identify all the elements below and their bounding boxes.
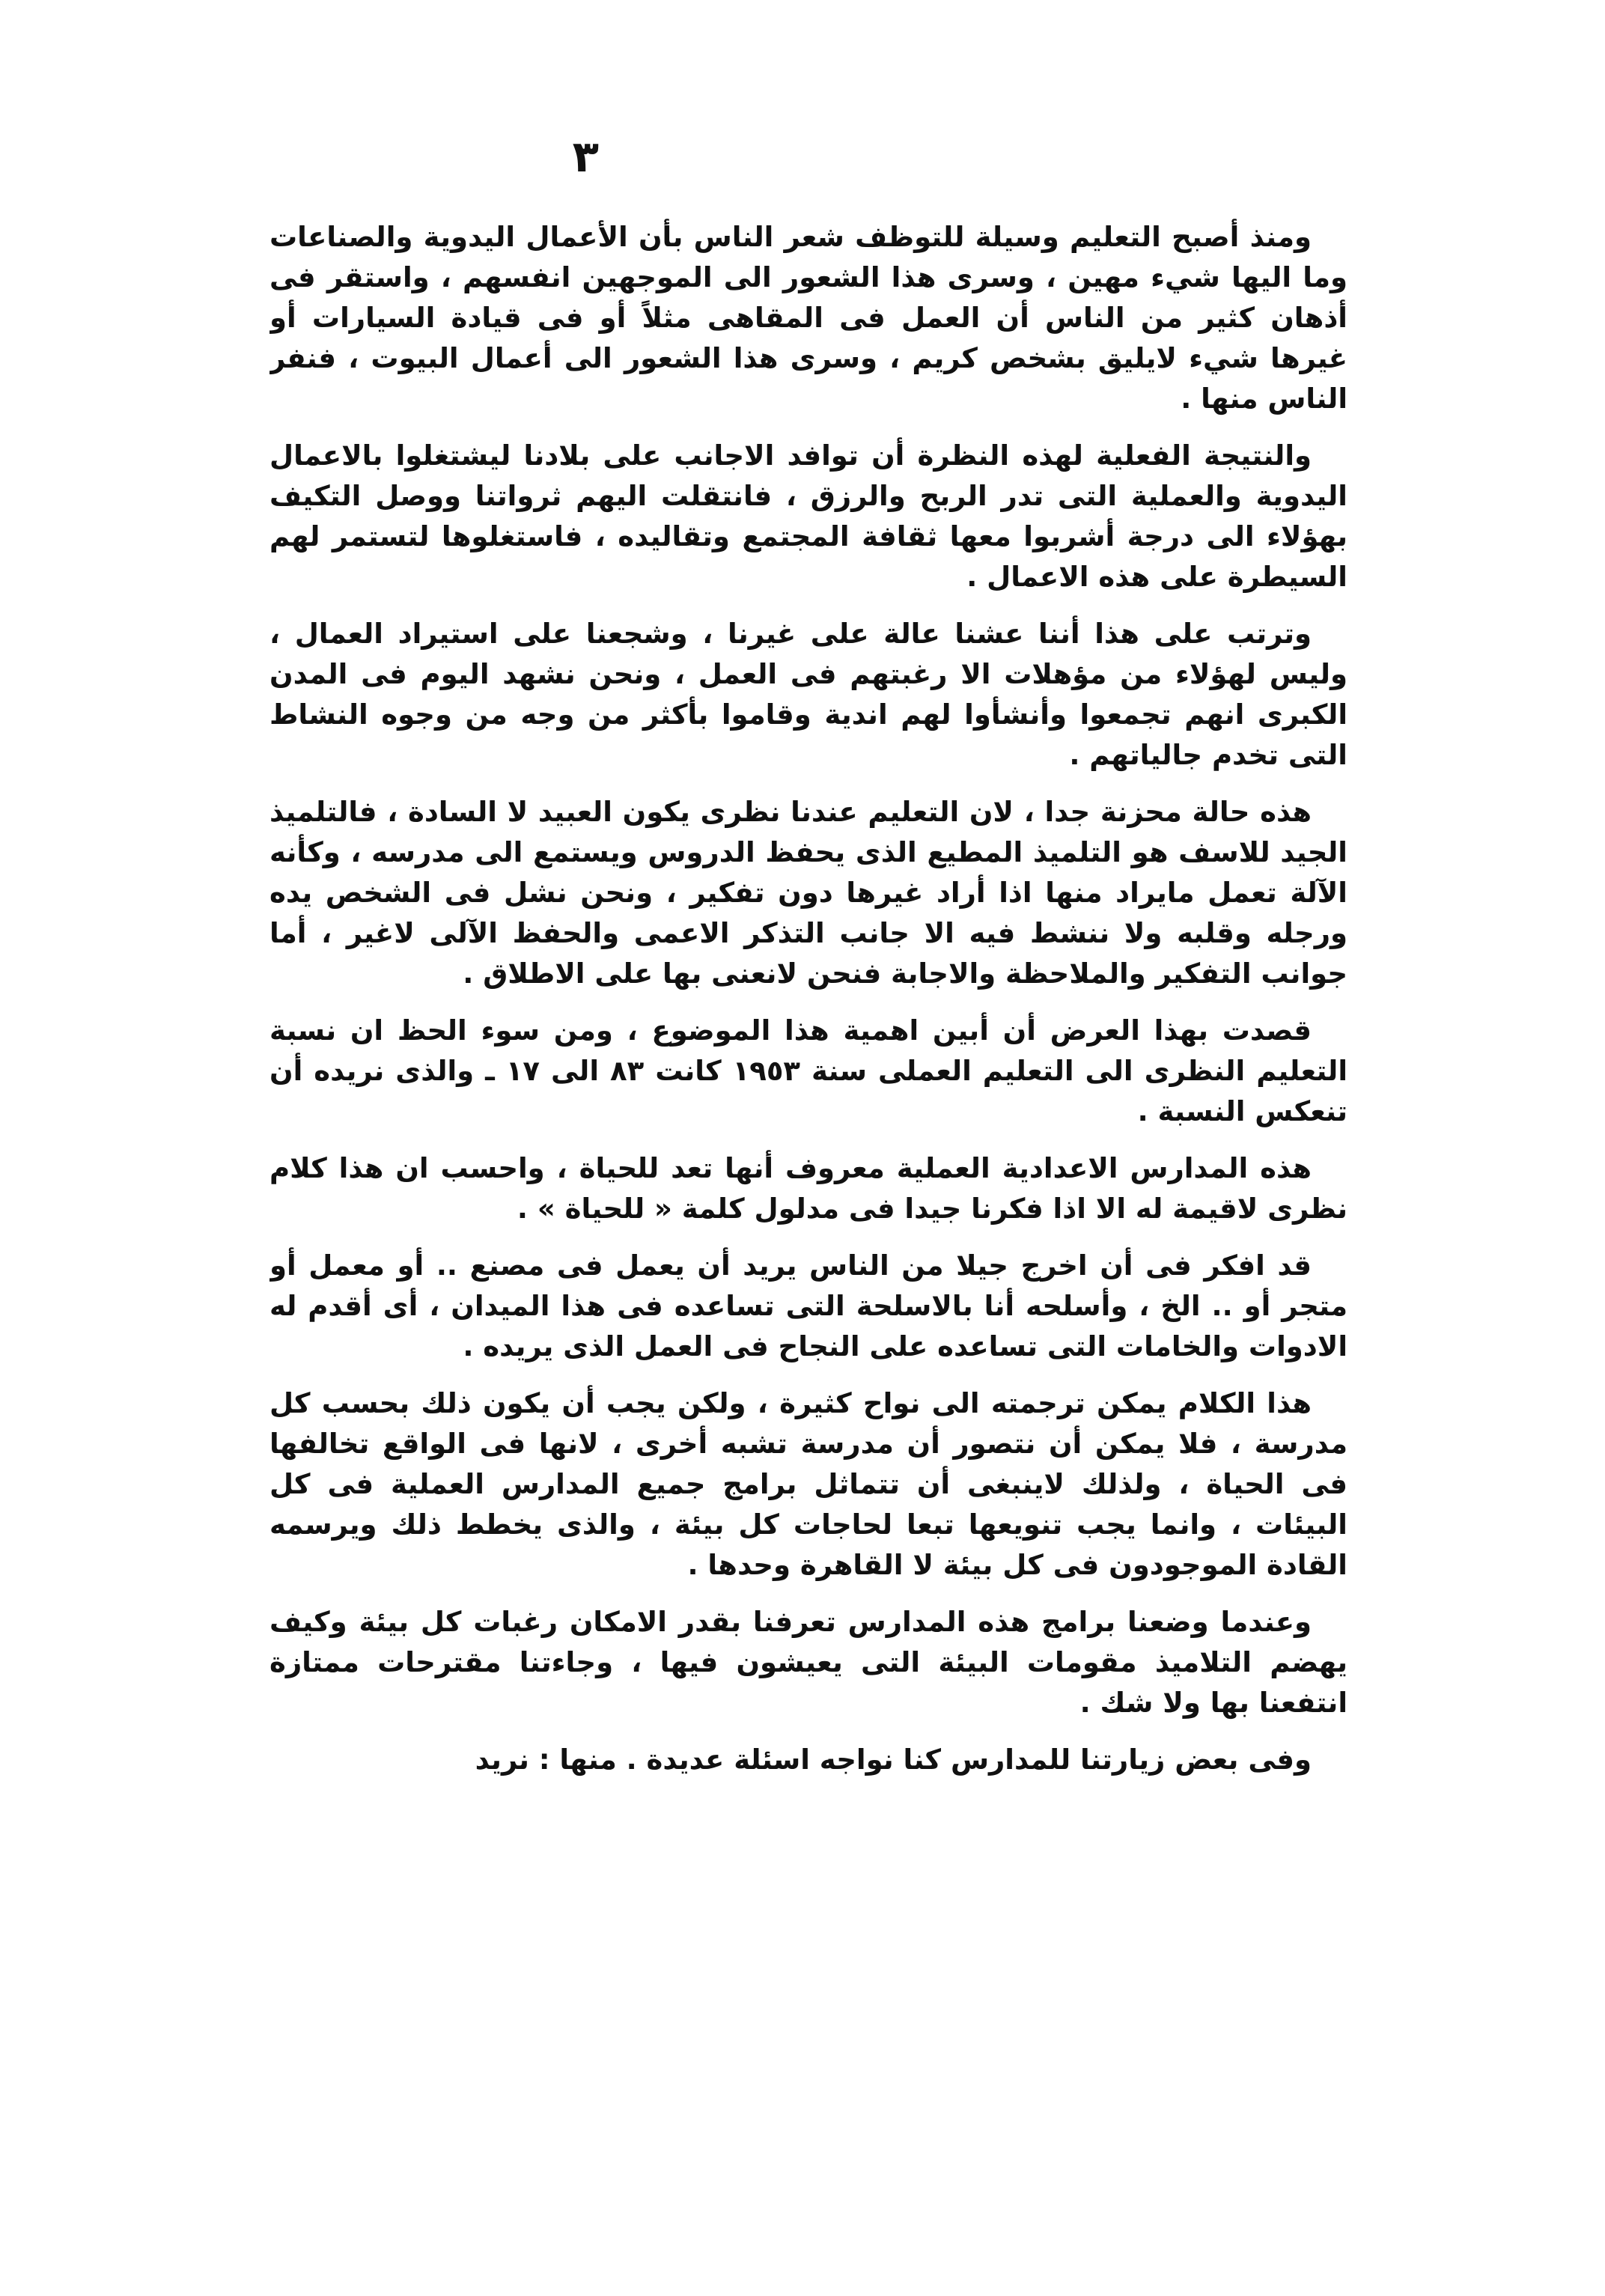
paragraph-5: قصدت بهذا العرض أن أبين اهمية هذا الموضوع ، ومن سوء الحظ ان نسبة التعليم النظرى الى التعليم العملى سنة ١٩٥٣ كانت ٨٣ الى ١٧ ـ والذى نريده أن تنعكس النسبة . <box>269 1014 1347 1127</box>
paragraph-2: والنتيجة الفعلية لهذه النظرة أن توافد الاجانب على بلادنا ليشتغلوا بالاعمال اليدوية والعملية التى تدر الربح والرزق ، فانتقلت اليهم ثرواتنا ووصل التكيف بهؤلاء الى درجة أشربوا معها ثقافة المجتمع وتقاليده ، فاستغلوها لتستمر لهم السيطرة على هذه الاعمال . <box>269 439 1347 593</box>
document-page <box>269 135 1347 2276</box>
paragraph-10-partial: وفى بعض زيارتنا للمدارس كنا نواجه اسئلة عديدة . منها : نريد <box>475 1744 1312 1776</box>
paragraph-4: هذه حالة محزنة جدا ، لان التعليم عندنا نظرى يكون العبيد لا السادة ، فالتلميذ الجيد للاسف هو التلميذ المطيع الذى يحفظ الدروس ويستمع الى مدرسه ، وكأنه الآلة تعمل مايراد منها اذا أراد غيرها دون تفكير ، ونحن نشل فى الشخص يده ورجله وقلبه ولا ننشط فيه الا جانب التذكر الاعمى والحفظ الآلى لاغير ، أما جوانب التفكير والملاحظة والاجابة فنحن لانعنى بها على الاطلاق . <box>269 796 1347 990</box>
paragraph-6: هذه المدارس الاعدادية العملية معروف أنها تعد للحياة ، واحسب ان هذا كلام نظرى لاقيمة له الا اذا فكرنا جيدا فى مدلول كلمة « للحياة » . <box>269 1152 1347 1225</box>
paragraph-9: وعندما وضعنا برامج هذه المدارس تعرفنا بقدر الامكان رغبات كل بيئة وكيف يهضم التلاميذ مقومات البيئة التى يعيشون فيها ، وجاءتنا مقترحات ممتازة انتفعنا بها ولا شك . <box>269 1606 1347 1719</box>
page-number: ٣ <box>572 135 599 182</box>
paragraph-7: قد افكر فى أن اخرج جيلا من الناس يريد أن يعمل فى مصنع .. أو معمل أو متجر أو .. الخ ، وأسلحه أنا بالاسلحة التى تساعده فى هذا الميدان ، أى أقدم له الادوات والخامات التى تساعده على النجاح فى العمل الذى يريده . <box>269 1249 1347 1362</box>
paragraph-1: ومنذ أصبح التعليم وسيلة للتوظف شعر الناس بأن الأعمال اليدوية والصناعات وما اليها شيء مهين ، وسرى هذا الشعور الى الموجهين انفسهم ، واستقر فى أذهان كثير من الناس أن العمل فى المقاهى مثلاً أو فى قيادة السيارات أو غيرها شيء لايليق بشخص كريم ، وسرى هذا الشعور الى أعمال البيوت ، فنفر الناس منها . <box>269 221 1347 415</box>
paragraph-3: وترتب على هذا أننا عشنا عالة على غيرنا ، وشجعنا على استيراد العمال ، وليس لهؤلاء من مؤهلات الا رغبتهم فى العمل ، ونحن نشهد اليوم فى المدن الكبرى انهم تجمعوا وأنشأوا لهم اندية وقاموا بأكثر من وجه من وجوه النشاط التى تخدم جالياتهم . <box>269 618 1347 771</box>
paragraph-8: هذا الكلام يمكن ترجمته الى نواح كثيرة ، ولكن يجب أن يكون ذلك بحسب كل مدرسة ، فلا يمكن أن نتصور أن مدرسة تشبه أخرى ، لانها فى الواقع تخالفها فى الحياة ، ولذلك لاينبغى أن تتماثل برامج جميع المدارس العملية فى كل البيئات ، وانما يجب تنويعها تبعا لحاجات كل بيئة ، والذى يخطط ذلك ويرسمه القادة الموجودون فى كل بيئة لا القاهرة وحدها . <box>269 1387 1347 1581</box>
document-body <box>269 217 1347 1797</box>
